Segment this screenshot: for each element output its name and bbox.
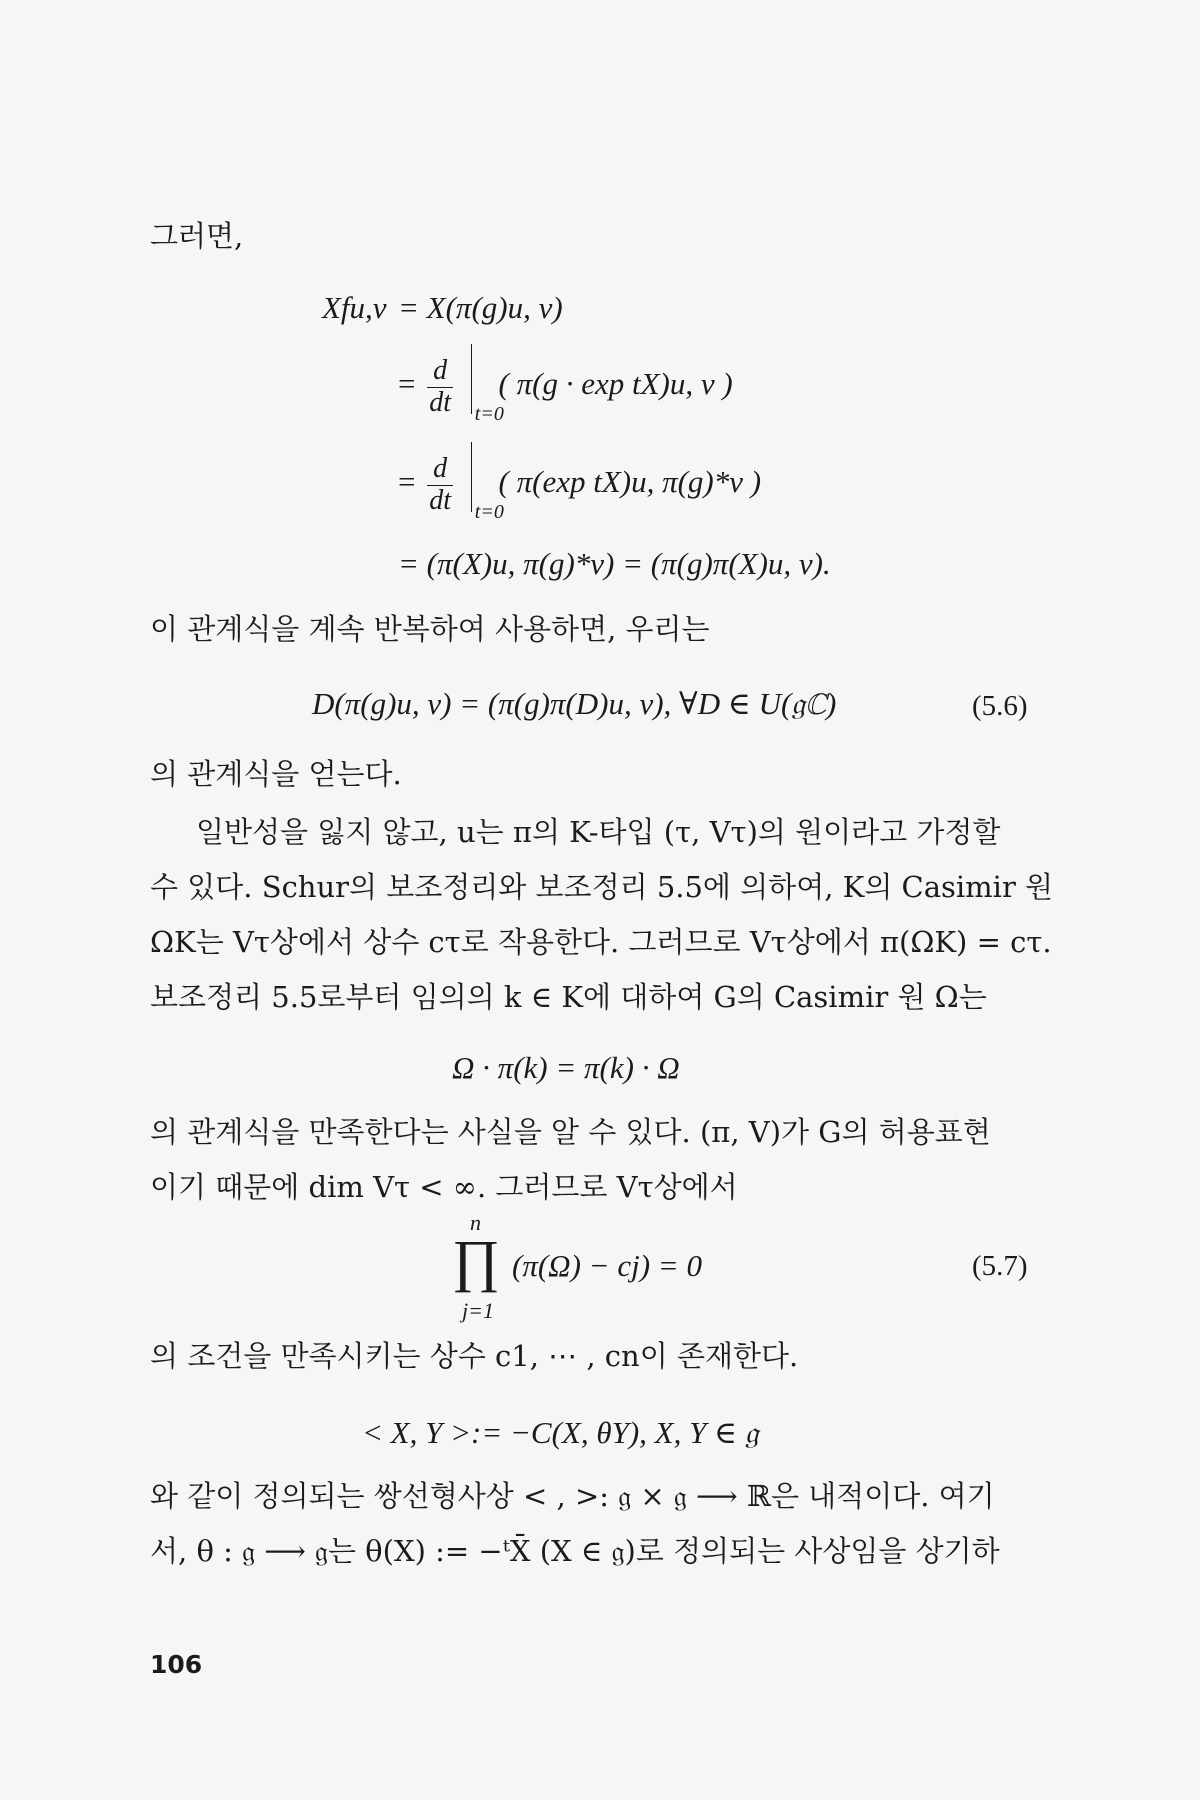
- equation-number-5-7: (5.7): [972, 1250, 1028, 1282]
- product-lower-limit: j=1: [462, 1298, 494, 1323]
- eq1-row3-fraction: $\frac{d}{dt}$: [429, 452, 452, 516]
- repeat-line: 이 관계식을 계속 반복하여 사용하면, 우리는: [150, 612, 710, 646]
- paragraph3-line2: 서, θ : 𝔤 ⟶ 𝔤는 θ(X) := −ᵗX̄ (X ∈ 𝔤)로 정의되는 사상임을 상기하: [150, 1534, 1000, 1568]
- obtain-line: 의 관계식을 얻는다.: [150, 757, 402, 791]
- inner-product-definition: < X, Y >:= −C(X, θY), X, Y ∈ 𝔤: [362, 1415, 759, 1450]
- eq1-row2-eval-bar: t=0: [465, 344, 491, 430]
- eq1-row2: = $\frac{d}{dt}$ t=0 ( π(g · exp tX)u, v ): [398, 344, 733, 430]
- then-line: 그러면,: [150, 219, 244, 253]
- eq1-lhs: Xfu,v: [322, 290, 387, 325]
- eq1-row1: = X(π(g)u, v): [398, 290, 563, 325]
- omega-commutation-equation: Ω · π(k) = π(k) · Ω: [452, 1050, 680, 1085]
- paragraph2-line1: 의 관계식을 만족한다는 사실을 알 수 있다. (π, V)가 G의 허용표현: [150, 1115, 991, 1149]
- paragraph3-line1: 와 같이 정의되는 쌍선형사상 < , >: 𝔤 × 𝔤 ⟶ ℝ은 내적이다. 여기: [150, 1479, 995, 1513]
- paragraph1-line4: 보조정리 5.5로부터 임의의 k ∈ K에 대하여 G의 Casimir 원 Ω는: [150, 980, 987, 1014]
- paragraph1-line3: ΩK는 Vτ상에서 상수 cτ로 작용한다. 그러므로 Vτ상에서 π(ΩK) = cτ.: [150, 925, 1052, 959]
- eq1-row2-fraction: $\frac{d}{dt}$: [429, 354, 452, 418]
- equation-number-5-6: (5.6): [972, 690, 1028, 722]
- eq1-row3-eval-bar: t=0: [465, 442, 491, 528]
- equation-5-6: D(π(g)u, v) = (π(g)π(D)u, v), ∀D ∈ U(𝔤ℂ): [312, 686, 837, 721]
- eq1-row3: = $\frac{d}{dt}$ t=0 ( π(exp tX)u, π(g)*v ): [398, 442, 761, 528]
- eq1-row4: = (π(X)u, π(g)*v) = (π(g)π(X)u, v).: [398, 546, 831, 581]
- page-number: 106: [150, 1650, 203, 1679]
- paragraph1-line1: 일반성을 잃지 않고, u는 π의 K-타입 (τ, Vτ)의 원이라고 가정할: [196, 815, 1001, 849]
- paragraph1-line2: 수 있다. Schur의 보조정리와 보조정리 5.5에 의하여, K의 Casimir 원: [150, 870, 1054, 904]
- product-symbol: ∏: [452, 1228, 500, 1293]
- equation-5-7: (π(Ω) − cj) = 0: [512, 1248, 702, 1283]
- paragraph2-line2: 이기 때문에 dim Vτ < ∞. 그러므로 Vτ상에서: [150, 1170, 738, 1204]
- condition-line: 의 조건을 만족시키는 상수 c1, ⋯ , cn이 존재한다.: [150, 1339, 799, 1373]
- product-upper-limit: n: [470, 1210, 481, 1235]
